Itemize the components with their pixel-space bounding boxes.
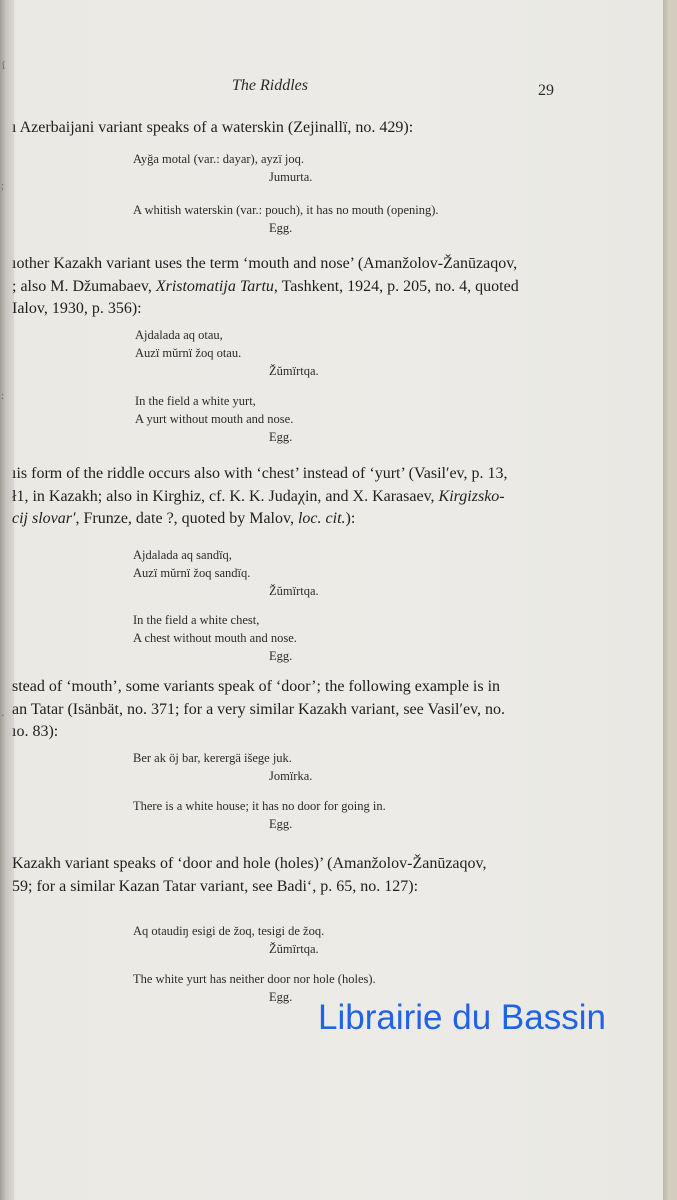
paragraph-line xyxy=(12,276,557,299)
riddle-answer: Jumurta. xyxy=(269,170,313,184)
intro-paragraph xyxy=(12,117,557,140)
translation-line: A yurt without mouth and nose. xyxy=(135,412,294,426)
paragraph-line: an Tatar (Isänbät, no. 371; for a very similar Kazakh variant, see Vasil′ev, no. xyxy=(12,700,506,718)
paragraph-line: stead of ‘mouth’, some variants speak of ‘door’; the following example is in xyxy=(12,678,501,695)
paragraph-line xyxy=(12,486,557,509)
roman-text: ): xyxy=(345,510,356,527)
paragraph-line xyxy=(12,508,557,531)
paragraph-line: Ialov, 1930, p. 356): xyxy=(12,300,142,317)
intro-paragraph xyxy=(12,463,557,531)
riddle-text xyxy=(133,922,324,958)
riddle-text xyxy=(133,546,319,600)
riddle-translation xyxy=(133,797,386,833)
translation-line: There is a white house; it has no door for going in. xyxy=(133,799,386,813)
riddle-answer: Žŭmïrtqa. xyxy=(269,584,319,598)
bleed-through-text: · xyxy=(1,710,5,722)
translation-line: A whitish waterskin (var.: pouch), it has no mouth (opening). xyxy=(133,203,439,217)
watermark-text: Librairie du Bassin xyxy=(318,998,606,1037)
paragraph-line: ıo. 83): xyxy=(12,723,59,740)
translation-line: A chest without mouth and nose. xyxy=(133,631,297,645)
italic-title-text: Kirgizsko- xyxy=(438,487,505,505)
translation-answer: Egg. xyxy=(269,649,293,663)
intro-paragraph xyxy=(12,676,557,744)
paragraph-line: ıis form of the riddle occurs also with ‘chest’ instead of ‘yurt’ (Vasil′ev, p. 13, xyxy=(12,465,508,482)
riddle-answer: Žŭmïrtqa. xyxy=(269,942,319,956)
riddle-translation xyxy=(133,611,297,665)
italic-title-text: loc. cit. xyxy=(297,510,346,527)
roman-text: ; also M. Džumabaev, xyxy=(12,277,156,295)
bleed-through-text: ſ xyxy=(1,59,6,73)
riddle-line: Auzï mŭrnï žoq sandïq. xyxy=(133,566,251,580)
translation-line: In the field a white yurt, xyxy=(135,394,256,408)
translation-line: The white yurt has neither door nor hole (holes). xyxy=(133,972,376,986)
bleed-through-text: ; xyxy=(1,180,5,192)
riddle-line: Ajdalada aq sandïq, xyxy=(133,548,232,562)
italic-title-text: cij slovar′ xyxy=(12,510,76,527)
page-edge xyxy=(663,0,670,1200)
paragraph-line: 59; for a similar Kazan Tatar variant, see Badi‘, p. 65, no. 127): xyxy=(12,877,419,895)
translation-answer: Egg. xyxy=(269,430,293,444)
paragraph-line: Kazakh variant speaks of ‘door and hole (holes)’ (Amanžolov-Žanūzaqov, xyxy=(12,855,487,872)
translation-line: In the field a white chest, xyxy=(133,613,260,627)
riddle-answer: Jomïrka. xyxy=(269,769,313,783)
riddle-text xyxy=(133,150,312,186)
roman-text: ł1, in Kazakh; also in Kirghiz, cf. K. K. Judaχin, and X. Karasaev, xyxy=(12,487,439,505)
paragraph-line: ı Azerbaijani variant speaks of a waterskin (Zejinallï, no. 429): xyxy=(12,119,414,136)
riddle-answer: Žŭmïrtqa. xyxy=(269,364,319,378)
translation-answer: Egg. xyxy=(269,221,293,235)
running-header-title: The Riddles xyxy=(232,77,308,94)
bleed-through-text: : xyxy=(1,390,5,402)
translation-answer: Egg. xyxy=(269,990,293,1004)
riddle-line: Ayğa motal (var.: dayar), ayzï joq. xyxy=(133,152,305,166)
translation-answer: Egg. xyxy=(269,817,293,831)
riddle-line: Ajdalada aq otau, xyxy=(135,328,223,342)
riddle-line: Auzï mŭrnï žoq otau. xyxy=(135,346,242,360)
riddle-translation xyxy=(135,392,293,446)
riddle-text xyxy=(133,749,312,785)
page-number: 29 xyxy=(538,82,554,99)
riddle-translation xyxy=(133,201,439,237)
roman-text: , Frunze, date ?, quoted by Malov, xyxy=(75,510,298,527)
intro-paragraph xyxy=(12,253,557,321)
riddle-line: Aq otaudiŋ esigi de žoq, tesigi de žoq. xyxy=(133,924,325,938)
paragraph-line: ıother Kazakh variant uses the term ‘mouth and nose’ (Amanžolov-Žanūzaqov, xyxy=(12,255,518,272)
riddle-text xyxy=(135,326,319,380)
riddle-line: Ber ak öj bar, kerergä išege juk. xyxy=(133,751,292,765)
intro-paragraph xyxy=(12,853,557,898)
roman-text: , Tashkent, 1924, p. 205, no. 4, quoted xyxy=(273,277,519,295)
italic-title-text: Xristomatija Tartu xyxy=(155,277,274,295)
